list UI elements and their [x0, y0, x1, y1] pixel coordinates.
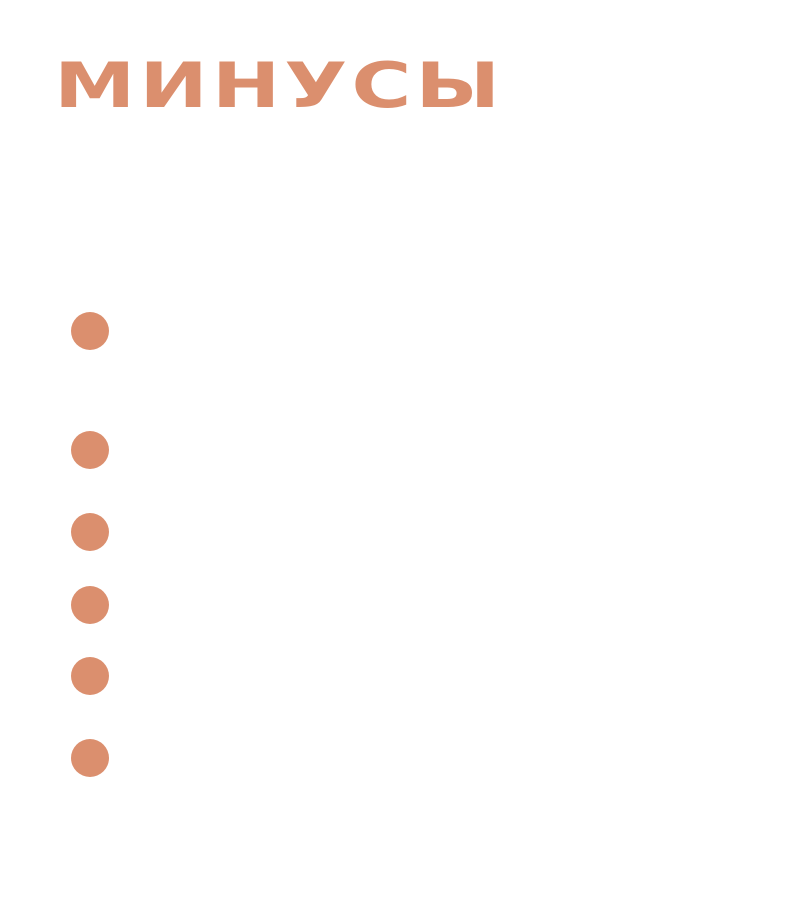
page-title: МИНУСЫ: [54, 49, 505, 122]
circle-bullet-icon: [71, 312, 109, 350]
circle-bullet-icon: [71, 513, 109, 551]
circle-bullet-icon: [71, 586, 109, 624]
circle-bullet-icon: [71, 657, 109, 695]
circle-bullet-icon: [71, 739, 109, 777]
circle-bullet-icon: [71, 431, 109, 469]
